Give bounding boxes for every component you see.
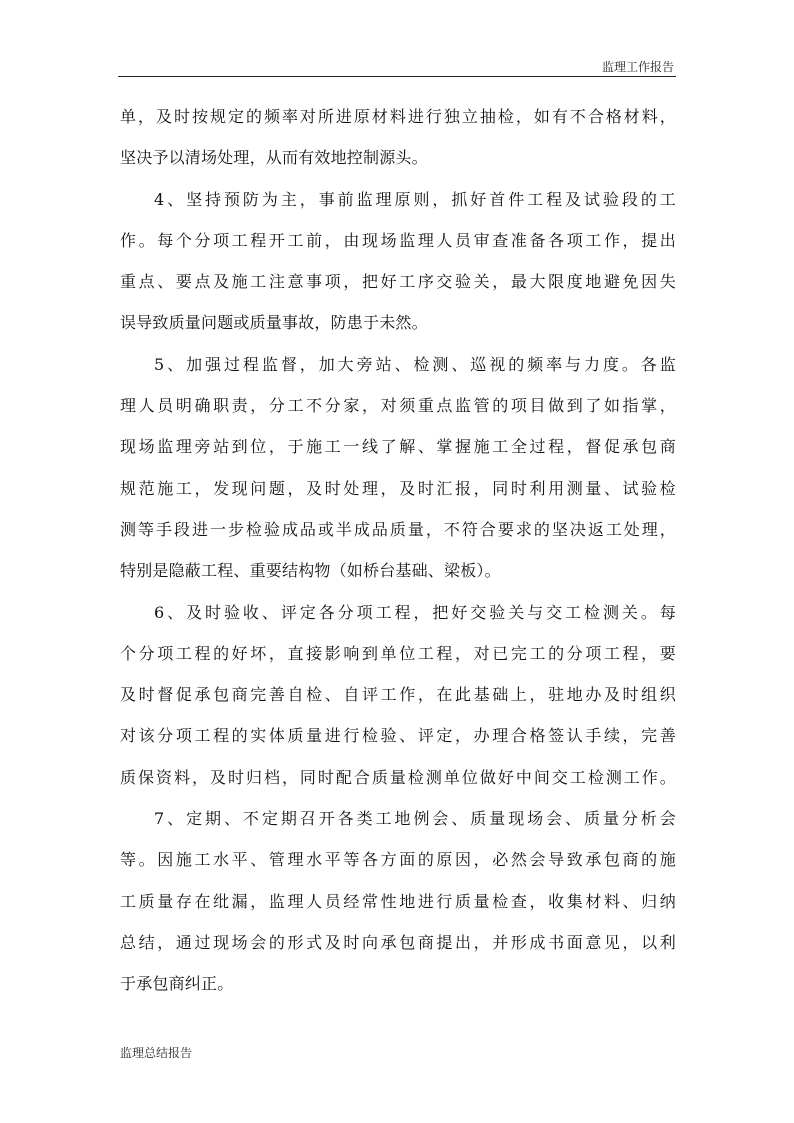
- text-line: 现场监理旁站到位，于施工一线了解、掌握施工全过程，督促承包商: [120, 437, 676, 457]
- text-line: 重点、要点及施工注意事项，把好工序交验关，最大限度地避免因失: [120, 272, 676, 292]
- page-header: [118, 56, 676, 77]
- text-line: 工质量存在纰漏，监理人员经常性地进行质量检查，收集材料、归纳: [120, 891, 676, 911]
- text-line: 单，及时按规定的频率对所进原材料进行独立抽检，如有不合格材料，: [120, 107, 676, 126]
- text-line: 等。因施工水平、管理水平等各方面的原因，必然会导致承包商的施: [120, 850, 676, 870]
- text-line: 对该分项工程的实体质量进行检验、评定，办理合格签认手续，完善: [120, 726, 676, 746]
- document-body: [120, 96, 676, 1005]
- text-line: 4、坚持预防为主，事前监理原则，抓好首件工程及试验段的工: [154, 189, 676, 209]
- text-line: 误导致质量问题或质量事故，防患于未然。: [120, 313, 428, 333]
- text-line: 7、定期、不定期召开各类工地例会、质量现场会、质量分析会: [154, 809, 676, 829]
- text-line: 理人员明确职责，分工不分家，对须重点监管的项目做到了如指掌，: [120, 396, 676, 416]
- text-line: 及时督促承包商完善自检、自评工作，在此基础上，驻地办及时组织: [120, 685, 676, 705]
- header-title: 监理工作报告: [601, 60, 674, 74]
- text-line: 特别是隐蔽工程、重要结构物（如桥台基础、梁板）。: [120, 561, 501, 581]
- text-line: 坚决予以清场处理，从而有效地控制源头。: [120, 148, 428, 168]
- text-line: 个分项工程的好坏，直接影响到单位工程，对已完工的分项工程，要: [120, 643, 676, 663]
- text-line: 作。每个分项工程开工前，由现场监理人员审查准备各项工作，提出: [120, 230, 676, 250]
- text-line: 测等手段进一步检验成品或半成品质量，不符合要求的坚决返工处理，: [120, 519, 676, 539]
- page-footer: 监理总结报告: [120, 1046, 193, 1060]
- text-line: 于承包商纠正。: [120, 974, 234, 994]
- text-line: 总结，通过现场会的形式及时向承包商提出，并形成书面意见，以利: [120, 932, 676, 952]
- text-line: 质保资料，及时归档，同时配合质量检测单位做好中间交工检测工作。: [120, 767, 676, 787]
- text-line: 5、加强过程监督，加大旁站、检测、巡视的频率与力度。各监: [154, 354, 676, 374]
- text-line: 规范施工，发现问题，及时处理，及时汇报，同时利用测量、试验检: [120, 478, 676, 498]
- text-line: 6、及时验收、评定各分项工程，把好交验关与交工检测关。每: [154, 602, 676, 622]
